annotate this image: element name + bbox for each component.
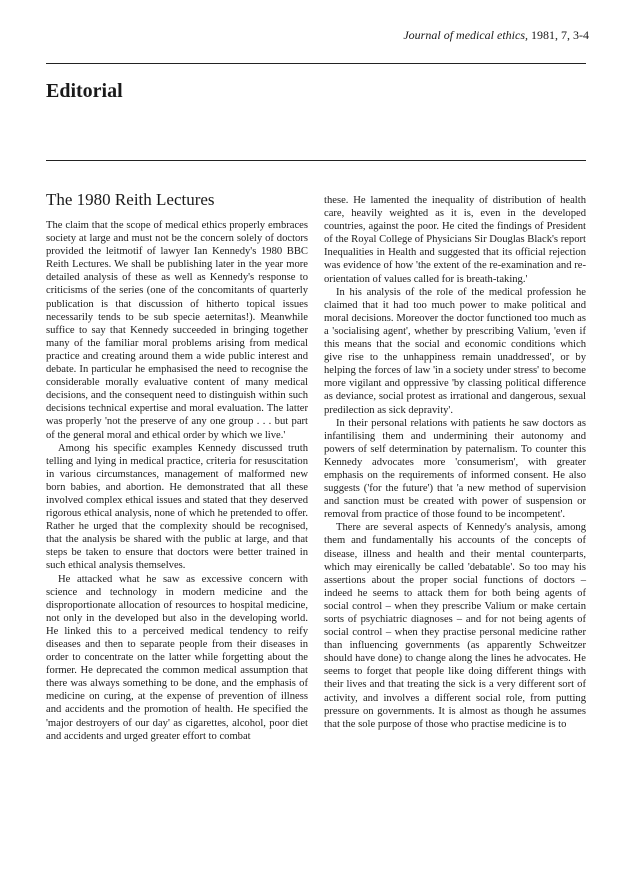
paragraph: these. He lamented the inequality of distribution of health care, heavily weighted as it is, even in the developed countries, against the poor. He cited the findings of President of the Royal College of Physicians Sir Douglas Black's report Inequalities in Health and suggested that its official rejection was evidence of how 'the extent of the re-examination and re-orientation of values called for is breath-taking.' <box>324 195 586 285</box>
top-rule <box>46 63 586 64</box>
paragraph: The claim that the scope of medical ethics properly embraces society at large and must not be the concern solely of doctors provided the leitmotif of lawyer Ian Kennedy's 1980 BBC Reith Lectures. We shall be publishing later in the year more detailed analysis of these as well as Kennedy's response to criticisms of the series (one of the concomitants of quarterly publication is that discussion of hitherto topical issues necessarily tends to be sub specie aeternitas!). Meanwhile suffice to say that Kennedy succeeded in bringing together many of the familiar moral problems arising from medical practice and creating around them a wide public interest and debate. In particular he emphasised the need to recognise the considerable morally evaluative content of many medical decisions, and the consequent need to distinguish within such decisions technical expertise and moral evaluation. The latter was properly 'not the preserve of any one group . . . but part of the general moral and ethical order by which we live.' <box>46 220 308 441</box>
running-head <box>403 28 589 43</box>
journal-name: Journal of medical ethics, <box>403 28 528 42</box>
paragraph: Among his specific examples Kennedy discussed truth telling and lying in medical practice, criteria for resuscitation in various circumstances, management of malformed new born babies, and abortion. He demonstrated that all these involved complex ethical issues and stated that they deserved rigorous ethical analysis, none of which he pretended to offer. Rather he urged that the complexity should be recognised, that the analysis be shared with the public at large, and that steps be taken to ensure that doctors were better trained in such ethical analysis themselves. <box>46 442 308 572</box>
paragraph: In his analysis of the role of the medical profession he claimed that it had too much power to make political and moral decisions. Moreover the doctor functioned too much as a 'socialising agent', whether by prescribing Valium, 'even if this means that the social and economic conditions which give rise to the unhappiness remain unaddressed', or by helping the forces of law 'in a society under stress' to become more vigilant and oppressive 'by classing political difference as deviance, social protest as irrational and dangerous, sexual predilection as sick depravity'. <box>324 286 586 416</box>
paragraph: There are several aspects of Kennedy's analysis, among them and fundamentally his accounts of the concepts of disease, illness and health and their mental counterparts, which may eirenically be called 'debatable'. So too may his assertions about the proper social functions of doctors – indeed he seems to attack them for both being agents of social control – when they prescribe Valium or make certain sorts of psychiatric diagnoses – and for not being agents of social control – when they practise personal medicine rather than influencing governments (as apparently Schweitzer should have done) to change along the lines he advocates. He seems to forget that people like doing different things with their lives and that treating the sick is a very different sort of activity, and involves a different social role, from putting pressure on governments. It is almost as though he assumes that the sole purpose of those who practise medicine is to <box>324 522 586 730</box>
paragraph: In their personal relations with patients he saw doctors as infantilising them and undermining their autonomy and powers of self determination by paternalism. To counter this Kennedy advocates more 'consumerism', with greater emphasis on the requirements of informed consent. He also suggests ('for the future') that 'a new method of supervision and sanction must be created with power of suspension or removal from practice of those found to be incompetent'. <box>324 417 586 521</box>
section-rule <box>46 160 586 161</box>
paragraph: He attacked what he saw as excessive concern with science and technology in modern medicine and the disproportionate allocation of resources to hospital medicine, not only in the developed but also in the developing world. He linked this to a perceived medical tendency to reify diseases and then to separate people from their diseases in order to concentrate on the latter while forgetting about the former. He deprecated the common medical assumption that there was always something to be done, and the emphasis of medicine on curing, at the expense of prevention of illness and accidents and the promotion of health. He specified the 'major destroyers of our day' as cigarettes, alcohol, poor diet and accidents and urged greater effort to combat <box>46 573 308 742</box>
article-title: The 1980 Reith Lectures <box>46 190 215 209</box>
right-column <box>324 194 586 731</box>
left-column <box>46 219 308 743</box>
section-heading: Editorial <box>46 80 123 102</box>
citation: 1981, 7, 3-4 <box>531 28 589 42</box>
